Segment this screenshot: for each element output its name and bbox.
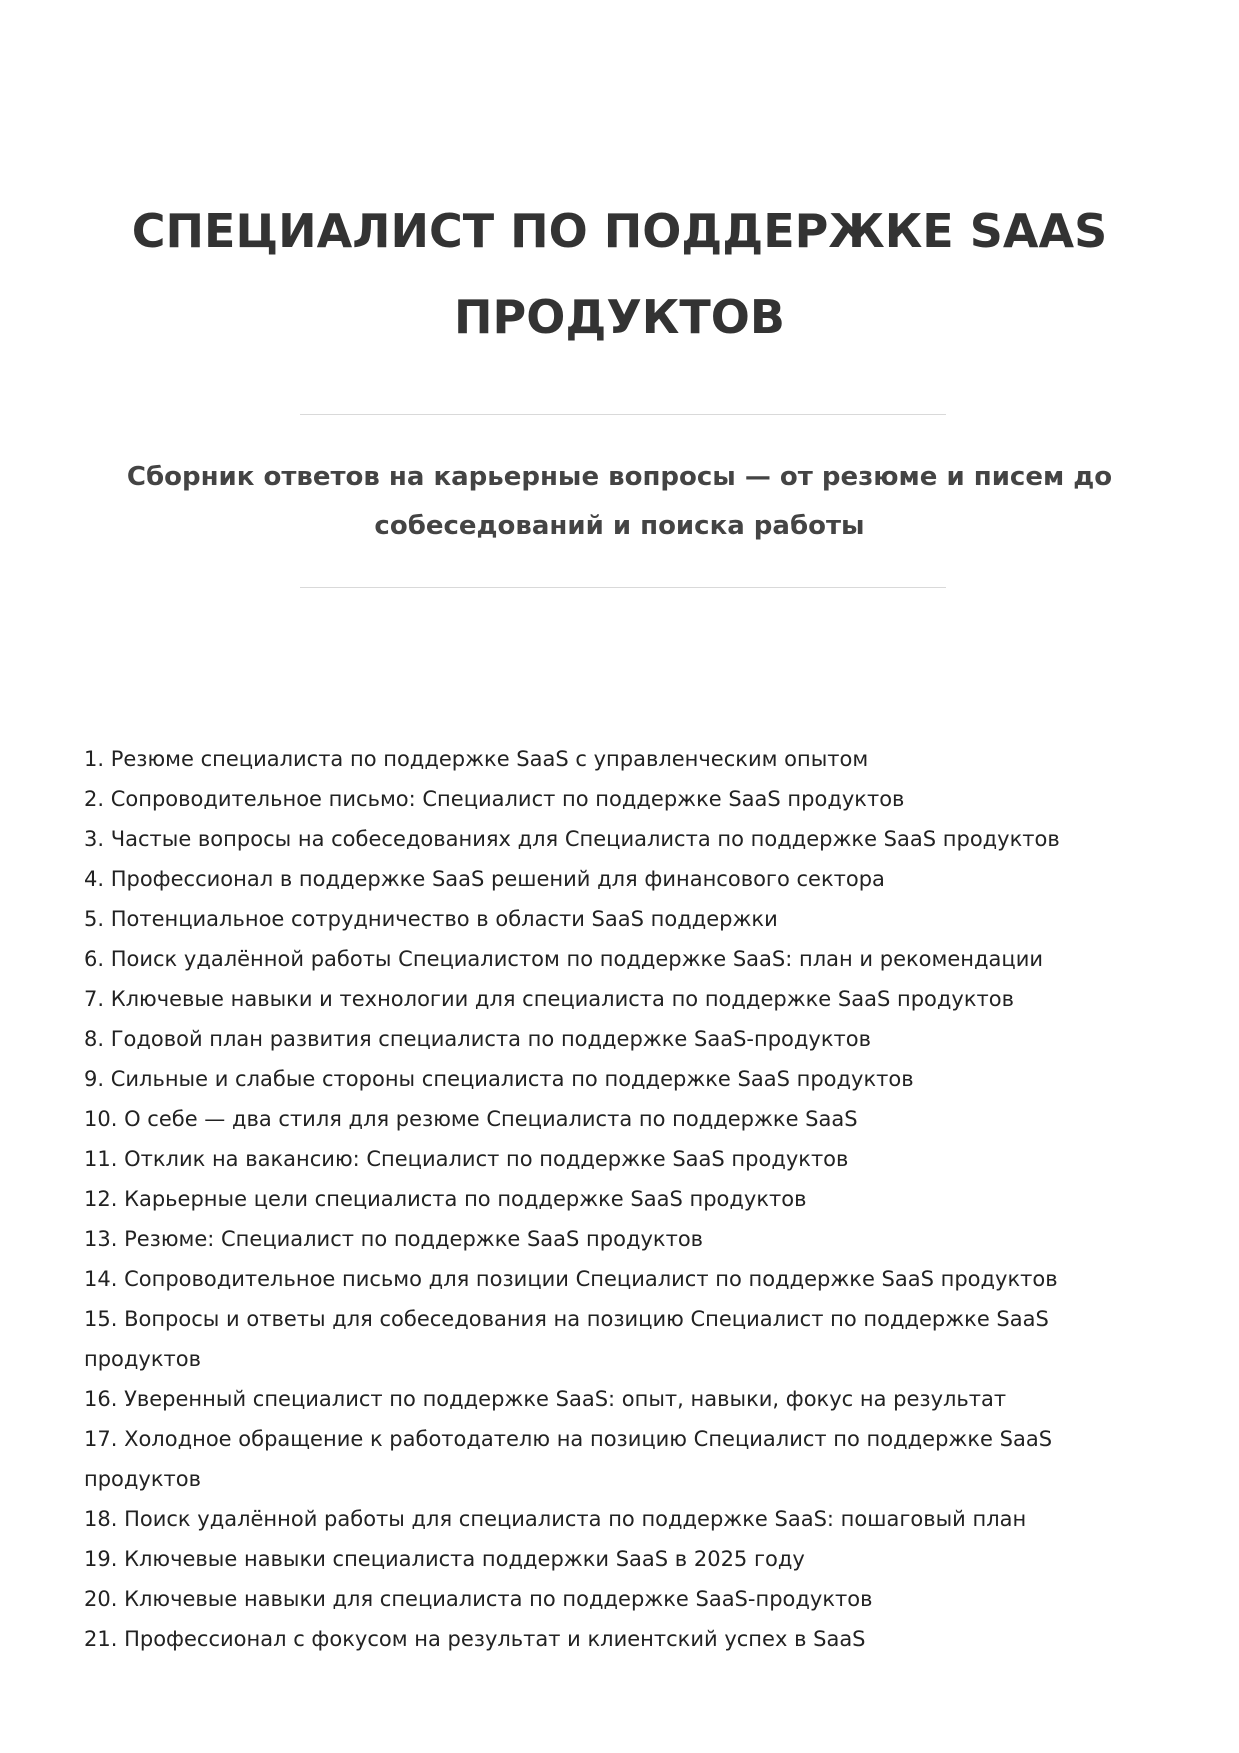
toc-item: 20. Ключевые навыки для специалиста по поддержке SaaS-продуктов: [84, 1587, 873, 1611]
divider-bottom: [300, 587, 946, 588]
document-title: СПЕЦИАЛИСТ ПО ПОДДЕРЖКЕ SAAS ПРОДУКТОВ: [131, 204, 1108, 344]
toc-item: 6. Поиск удалённой работы Специалистом по поддержке SaaS: план и рекомендации: [84, 947, 1043, 971]
toc-item: 1. Резюме специалиста по поддержке SaaS с управленческим опытом: [84, 747, 869, 771]
toc-item: 2. Сопроводительное письмо: Специалист по поддержке SaaS продуктов: [84, 787, 905, 811]
table-of-contents: [84, 739, 1114, 1659]
toc-item: 7. Ключевые навыки и технологии для специалиста по поддержке SaaS продуктов: [84, 987, 1014, 1011]
toc-item: 12. Карьерные цели специалиста по поддержке SaaS продуктов: [84, 1187, 807, 1211]
toc-item: 4. Профессионал в поддержке SaaS решений для финансового сектора: [84, 867, 885, 891]
toc-item: 18. Поиск удалённой работы для специалиста по поддержке SaaS: пошаговый план: [84, 1507, 1027, 1531]
toc-item: 11. Отклик на вакансию: Специалист по поддержке SaaS продуктов: [84, 1147, 849, 1171]
toc-item: 9. Сильные и слабые стороны специалиста по поддержке SaaS продуктов: [84, 1067, 914, 1091]
toc-item: 19. Ключевые навыки специалиста поддержки SaaS в 2025 году: [84, 1547, 805, 1571]
toc-item: 13. Резюме: Специалист по поддержке SaaS продуктов: [84, 1227, 704, 1251]
document-subtitle: Сборник ответов на карьерные вопросы — от резюме и писем до собеседований и поиска работы: [126, 462, 1113, 541]
toc-item: 3. Частые вопросы на собеседованиях для Специалиста по поддержке SaaS продуктов: [84, 827, 1060, 851]
toc-item: 21. Профессионал с фокусом на результат и клиентский успех в SaaS: [84, 1627, 866, 1651]
toc-item: 16. Уверенный специалист по поддержке SaaS: опыт, навыки, фокус на результат: [84, 1387, 1007, 1411]
toc-item: 5. Потенциальное сотрудничество в области SaaS поддержки: [84, 907, 778, 931]
toc-item: 10. О себе — два стиля для резюме Специалиста по поддержке SaaS: [84, 1107, 858, 1131]
toc-item: 17. Холодное обращение к работодателю на позицию Специалист по поддержке SaaS продуктов: [84, 1427, 1053, 1491]
toc-item: 8. Годовой план развития специалиста по поддержке SaaS-продуктов: [84, 1027, 871, 1051]
toc-item: 15. Вопросы и ответы для собеседования на позицию Специалист по поддержке SaaS продуктов: [84, 1307, 1049, 1371]
toc-item: 14. Сопроводительное письмо для позиции Специалист по поддержке SaaS продуктов: [84, 1267, 1058, 1291]
divider-top: [300, 414, 946, 415]
